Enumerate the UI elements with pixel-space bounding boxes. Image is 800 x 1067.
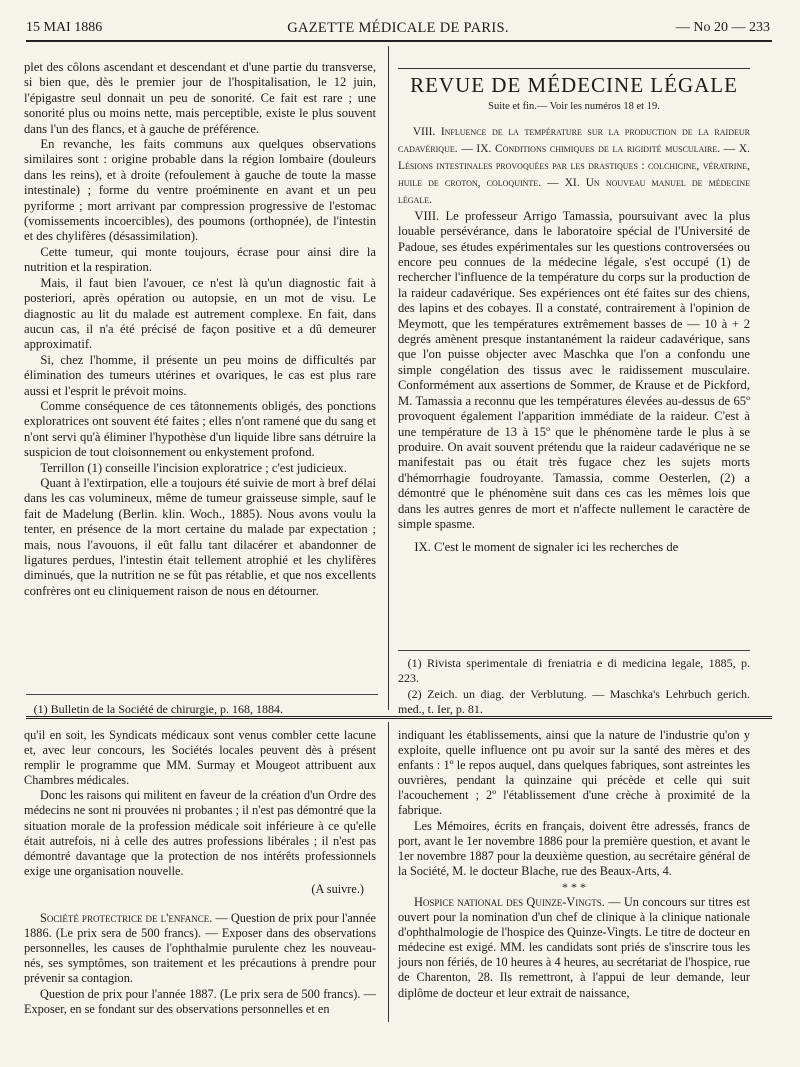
section-top-rule [398,68,750,69]
top-right-column [398,73,750,556]
paragraph: plet des côlons ascendant et descendant et d'une partie du transverse, si bien que, dès le premier jour de l'hospitalisation, le 12 juin, l'épigastre seul donnait un peu de sonorité. Ce fait est rare ; une sonorité plus ou moins nette, mais perceptible, existe le plus souvent dans l'un des flancs, et à gauche de préférence. [24,60,376,136]
paragraph: En revanche, les faits communs aux quelques observations similaires sont : origine probable dans la région lombaire (douleurs dans les reins), et à droite (refoulement à gauche de toute la masse intestinale) ; forme du ventre proéminente en avant et un peu pyriforme ; mort arrivant par compression progressive de l'estomac (vomissements incoercibles), des poumons (orthopnée), de l'intestin et des chylifères (désassimilation). [24,137,376,244]
hospice-heading: Hospice national des Quinze-Vingts. [413,894,605,909]
band-separator [26,716,772,719]
paragraph: Mais, il faut bien l'avouer, ce n'est là qu'un diagnostic fait à posteriori, après opération ou autopsie, en un mot de visu. Le diagnostic au lit du malade est autrement complexe. En fait, dans aucun cas, il n'a été précisé de façon positive et a dû demeurer approximatif. [24,275,376,352]
societe-text: — Question de prix pour l'année 1886. (Le prix sera de 500 francs). — Exposer dans des observations personnelles, les causes de l'ophthalmie purulente chez les nouveau-nés, ses symptômes, son traitement et les précautions à prendre pour prévenir sa contagion. [24,911,376,986]
header-title: GAZETTE MÉDICALE DE PARIS. [287,20,509,36]
footnote: (2) Zeich. un diag. der Verblutung. — Maschka's Lehrbuch gerich. med., t. Ier, p. 81. [398,686,750,717]
top-right-footnotes [398,656,750,718]
footnote-rule [398,650,750,651]
section-subtitle: Suite et fin.— Voir les numéros 18 et 19. [488,101,660,113]
a-suivre: (A suivre.) [311,881,364,896]
header-date: 15 MAI 1886 [26,20,103,35]
section-title: REVUE DE MÉDECINE LÉGALE [410,73,738,97]
footnote: (1) Bulletin de la Société de chirurgie, p. 168, 1884. [33,702,283,716]
paragraph: Terrillon (1) conseille l'incision exploratrice ; c'est judicieux. [40,460,347,475]
paragraph: Donc les raisons qui militent en faveur de la création d'un Ordre des médecins ne sont ni prouvées ni probantes ; il n'est pas démontré que la situation morale de la profession médicale soit inférieure à ce qu'elle était autrefois, ni à celle des autres professions libérales ; il n'est pas démontré davantage que la protection de nos intérêts professionnels exige une organisation nouvelle. [24,788,376,878]
column-divider-bottom [388,722,389,1022]
header-issue: — No 20 — 233 [675,20,770,35]
footnote-rule [26,694,378,695]
paragraph: Cette tumeur, qui monte toujours, écrase pour ainsi dire la nutrition et la respiration. [24,244,376,275]
bottom-left-column [24,728,376,1017]
header-rule [26,40,772,42]
paragraph: Les Mémoires, écrits en français, doivent être adressés, francs de port, avant le 1er novembre 1886 pour la première question, et avant le 1er novembre 1887 pour la deuxième question, au secrétaire général de la Société, M. le docteur Blache, rue des Beaux-Arts, 4. [398,818,750,878]
page-header [26,20,770,42]
top-left-column [24,60,376,599]
paragraph: Si, chez l'homme, il présente un peu moins de difficultés par élimination des tumeurs utérines et ovariques, le cas est plus rare aussi et l'esprit le prévoit moins. [24,352,376,398]
paragraph: IX. C'est le moment de signaler ici les recherches de [414,540,679,555]
footnote: (1) Rivista sperimentale di freniatria e di medicina legale, 1885, p. 223. [398,656,750,686]
section-summary: VIII. Influence de la température sur la production de la raideur cadavérique. — IX. Conditions chimiques de la rigidité musculaire. — X. Lésions intestinales provoquées par les drastiques : colchicine, vératrine, huile de croton, coloquinte. — XI. Un nouveau manuel de médecine légale. [398,125,750,206]
hospice-text: — Un concours sur titres est ouvert pour la nomination d'un chef de clinique à la clinique nationale d'ophthalmologie de l'hospice des Quinze-Vingts. Le titre de docteur en médecine est exigé. MM. les candidats sont priés de s'inscrire tous les jours non fériés, de 10 heures à 4 heures, au secrétariat de l'hospice, rue de Charenton, 28. Ils remettront, à l'appui de leur demande, leur diplôme de docteur et leur extrait de naissance, [398,894,751,1000]
societe-text-2: Question de prix pour l'année 1887. (Le prix sera de 500 francs). — Exposer, en se fondant sur des observations personnelles et en [24,986,376,1016]
column-divider-top [388,46,389,710]
paragraph: VIII. Le professeur Arrigo Tamassia, poursuivant avec la plus louable persévérance, dans le laboratoire spécial de l'Université de Padoue, ses études expérimentales sur les questions controversées ou encore peu connues de la médecine légale, s'est occupé (1) de rechercher l'influence de la température du corps sur la production de la raideur cadavérique. Ses expériences ont été faites sur des chiens, des lapins et des cobayes. Il a constaté, contrairement à l'opinion de Meymott, que les températures extrêmement basses de — 10 à + 2 degrés amènent presque instantanément la raideur cadavérique, sans que l'on puisse objecter avec Maschka que l'on a confondu une simple congélation des tissus avec le raidissement musculaire. Conformément aux assertions de Sommer, de Krause et de Pickford, M. Tamassia a reconnu que les températures élevées au-dessus de 65º provoquent également l'apparition immédiate de la raideur. C'est à une température de 13 à 15º que le phénomène tarde le plus à se produire. On avait souvent prétendu que la raideur cadavérique ne se manifestait pas ou était très fugace chez les sujets morts d'hémorrhagie foudroyante. Tamassia, comme Oesterlen, (2) a démontré que le phénomène suit dans ces cas les mêmes lois que dans les autres genres de mort et n'affecte nullement le caractère de simple spasme. [398,208,750,531]
societe-heading: Société protectrice de l'enfance. [39,911,213,926]
paragraph: Quant à l'extirpation, elle a toujours été suivie de mort à bref délai dans les cas volumineux, même de tumeur graisseuse simple, sauf le fait de Madelung (Berlin. klin. Woch., 1885). Nous avons voulu la tenter, en présence de la mort certaine du malade par expectation ; mais, nous l'avouons, il eût fallu tant dilacérer et abandonner de ligatures perdues, l'intestin était tellement atrophié et les chylifères diminués, que la nutrition ne se fût pas rétablie, et que nos excellents confrères ont eu cliniquement raison de nous en détourner. [24,475,376,598]
paragraph: qu'il en soit, les Syndicats médicaux sont venus combler cette lacune et, avec leur concours, les Sociétés locales peuvent dès à présent remplir le programme que MM. Surmay et Mougeot attribuent aux Chambres médicales. [24,728,376,788]
paragraph: Comme conséquence de ces tâtonnements obligés, des ponctions exploratrices ont souvent été faites ; elles n'ont ramené que du sang et n'ont servi qu'à éliminer l'hypothèse d'un liquide libre sans détruire la suspicion de tout cloisonnement ou enkystement profond. [24,398,376,460]
separator-stars: * * * [562,879,586,894]
paragraph: indiquant les établissements, ainsi que la nature de l'industrie qu'on y exploite, quelle influence ont pu avoir sur la santé des mères et des enfants : 1º le repos auquel, dans quelques fabriques, sont astreintes les ouvrières, pendant la quinzaine qui précède et celle qui suit l'acouchement ; 2º l'établissement d'une crèche à proximité de la fabrique. [398,728,750,818]
bottom-right-column [398,728,750,1001]
